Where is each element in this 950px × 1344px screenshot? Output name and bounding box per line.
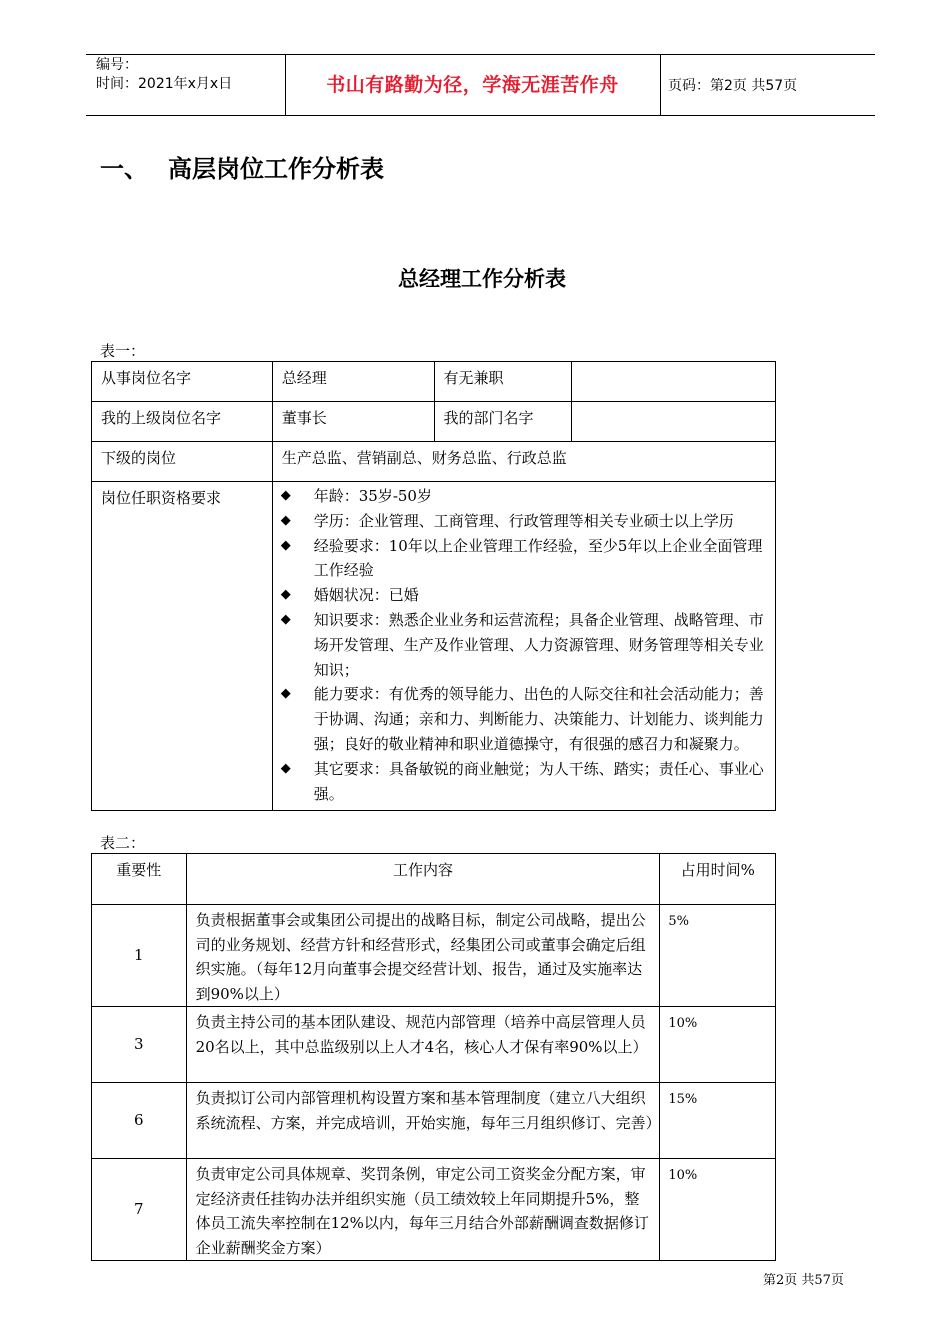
header-page-number: 页码：第2页 共57页	[668, 78, 798, 94]
cell-content: 负责审定公司具体规章、奖罚条例，审定公司工资奖金分配方案，审定经济责任挂钩办法并组织实施（员工绩效较上年同期提升5%，整体员工流失率控制在12%以内，每年三月结合外部薪酬调查数据修订企业薪酬奖金方案）	[186, 1159, 660, 1261]
table-row	[92, 442, 776, 482]
cell-time: 15%	[660, 1083, 776, 1159]
table-header-row	[92, 854, 776, 905]
header-importance: 重要性	[92, 854, 187, 905]
table-cell: 董事长	[272, 402, 434, 442]
header-time: 时间：2021年x月x日	[96, 76, 233, 92]
table-cell: 有无兼职	[434, 362, 572, 402]
table-row	[92, 1007, 776, 1083]
header-time: 占用时间%	[660, 854, 776, 905]
list-item	[277, 534, 767, 584]
qualifications-cell	[272, 482, 775, 811]
qualifications-list	[277, 484, 767, 806]
diamond-bullet-icon: ◆	[280, 587, 291, 603]
list-item	[277, 484, 767, 509]
list-item-text: 婚姻状况：已婚	[313, 586, 419, 605]
list-item-text: 能力要求：有优秀的领导能力、出色的人际交往和社会活动能力；善于协调、沟通；亲和力、判断能力、决策能力、计划能力、谈判能力强；良好的敬业精神和职业道德操守，有很强的感召力和凝聚力。	[313, 685, 764, 753]
header-bottom-rule	[86, 115, 875, 116]
list-item-text: 年龄：35岁-50岁	[313, 487, 432, 505]
diamond-bullet-icon: ◆	[280, 537, 291, 553]
header-number: 编号：	[96, 57, 138, 73]
section-title-text: 高层岗位工作分析表	[168, 155, 384, 183]
list-item-text: 学历：企业管理、工商管理、行政管理等相关专业硕士以上学历	[313, 511, 734, 530]
table-cell: 从事岗位名字	[92, 362, 273, 402]
cell-time: 10%	[660, 1007, 776, 1083]
list-item	[277, 682, 767, 756]
table-cell: 我的部门名字	[434, 402, 572, 442]
list-item	[277, 509, 767, 534]
section-title	[100, 149, 384, 184]
table-cell: 生产总监、营销副总、财务总监、行政总监	[272, 442, 775, 482]
table2-label: 表二：	[100, 834, 146, 852]
list-item	[277, 757, 767, 807]
cell-importance: 3	[92, 1007, 187, 1083]
cell-importance: 7	[92, 1159, 187, 1261]
list-item-text: 经验要求：10年以上企业管理工作经验，至少5年以上企业全面管理工作经验	[313, 536, 763, 580]
table-row	[92, 402, 776, 442]
duties-table	[91, 853, 776, 1261]
table-cell: 岗位任职资格要求	[92, 482, 273, 811]
table-cell: 我的上级岗位名字	[92, 402, 273, 442]
table-row	[92, 1159, 776, 1261]
header-top-rule	[86, 54, 875, 55]
list-item-text: 知识要求：熟悉企业业务和运营流程；具备企业管理、战略管理、市场开发管理、生产及作业管理、人力资源管理、财务管理等相关专业知识；	[313, 610, 764, 679]
cell-content: 负责主持公司的基本团队建设、规范内部管理（培养中高层管理人员20名以上，其中总监级别以上人才4名，核心人才保有率90%以上）	[186, 1007, 660, 1083]
table-cell: 下级的岗位	[92, 442, 273, 482]
cell-importance: 6	[92, 1083, 187, 1159]
header-content: 工作内容	[186, 854, 660, 905]
cell-time: 5%	[660, 905, 776, 1007]
header-motto: 书山有路勤为径，学海无涯苦作舟	[326, 74, 619, 96]
diamond-bullet-icon: ◆	[280, 760, 291, 776]
table-cell: 总经理	[272, 362, 434, 402]
diamond-bullet-icon: ◆	[280, 512, 291, 528]
footer-page-number: 第2页 共57页	[763, 1273, 844, 1288]
cell-time: 10%	[660, 1159, 776, 1261]
list-item-text: 其它要求：具备敏锐的商业触觉；为人干练、踏实；责任心、事业心强。	[313, 759, 764, 803]
list-item	[277, 608, 767, 682]
table-row	[92, 1083, 776, 1159]
table-row	[92, 905, 776, 1007]
cell-content: 负责拟订公司内部管理机构设置方案和基本管理制度（建立八大组织系统流程、方案，并完成培训，开始实施，每年三月组织修订、完善）	[186, 1083, 660, 1159]
doc-title: 总经理工作分析表	[398, 267, 566, 291]
table1-label: 表一：	[100, 342, 146, 360]
table-row	[92, 482, 776, 811]
list-item	[277, 583, 767, 608]
job-info-table	[91, 361, 776, 811]
table-row	[92, 362, 776, 402]
header-divider-right	[660, 54, 661, 115]
cell-content: 负责根据董事会或集团公司提出的战略目标，制定公司战略，提出公司的业务规划、经营方针和经营形式，经集团公司或董事会确定后组织实施。（每年12月向董事会提交经营计划、报告，通过及实施率达到90%以上）	[186, 905, 660, 1007]
table-cell	[572, 402, 776, 442]
cell-importance: 1	[92, 905, 187, 1007]
section-number: 一、	[100, 155, 148, 183]
diamond-bullet-icon: ◆	[280, 686, 291, 702]
diamond-bullet-icon: ◆	[280, 488, 291, 503]
header-meta	[96, 56, 232, 94]
diamond-bullet-icon: ◆	[280, 611, 291, 627]
table-cell	[572, 362, 776, 402]
